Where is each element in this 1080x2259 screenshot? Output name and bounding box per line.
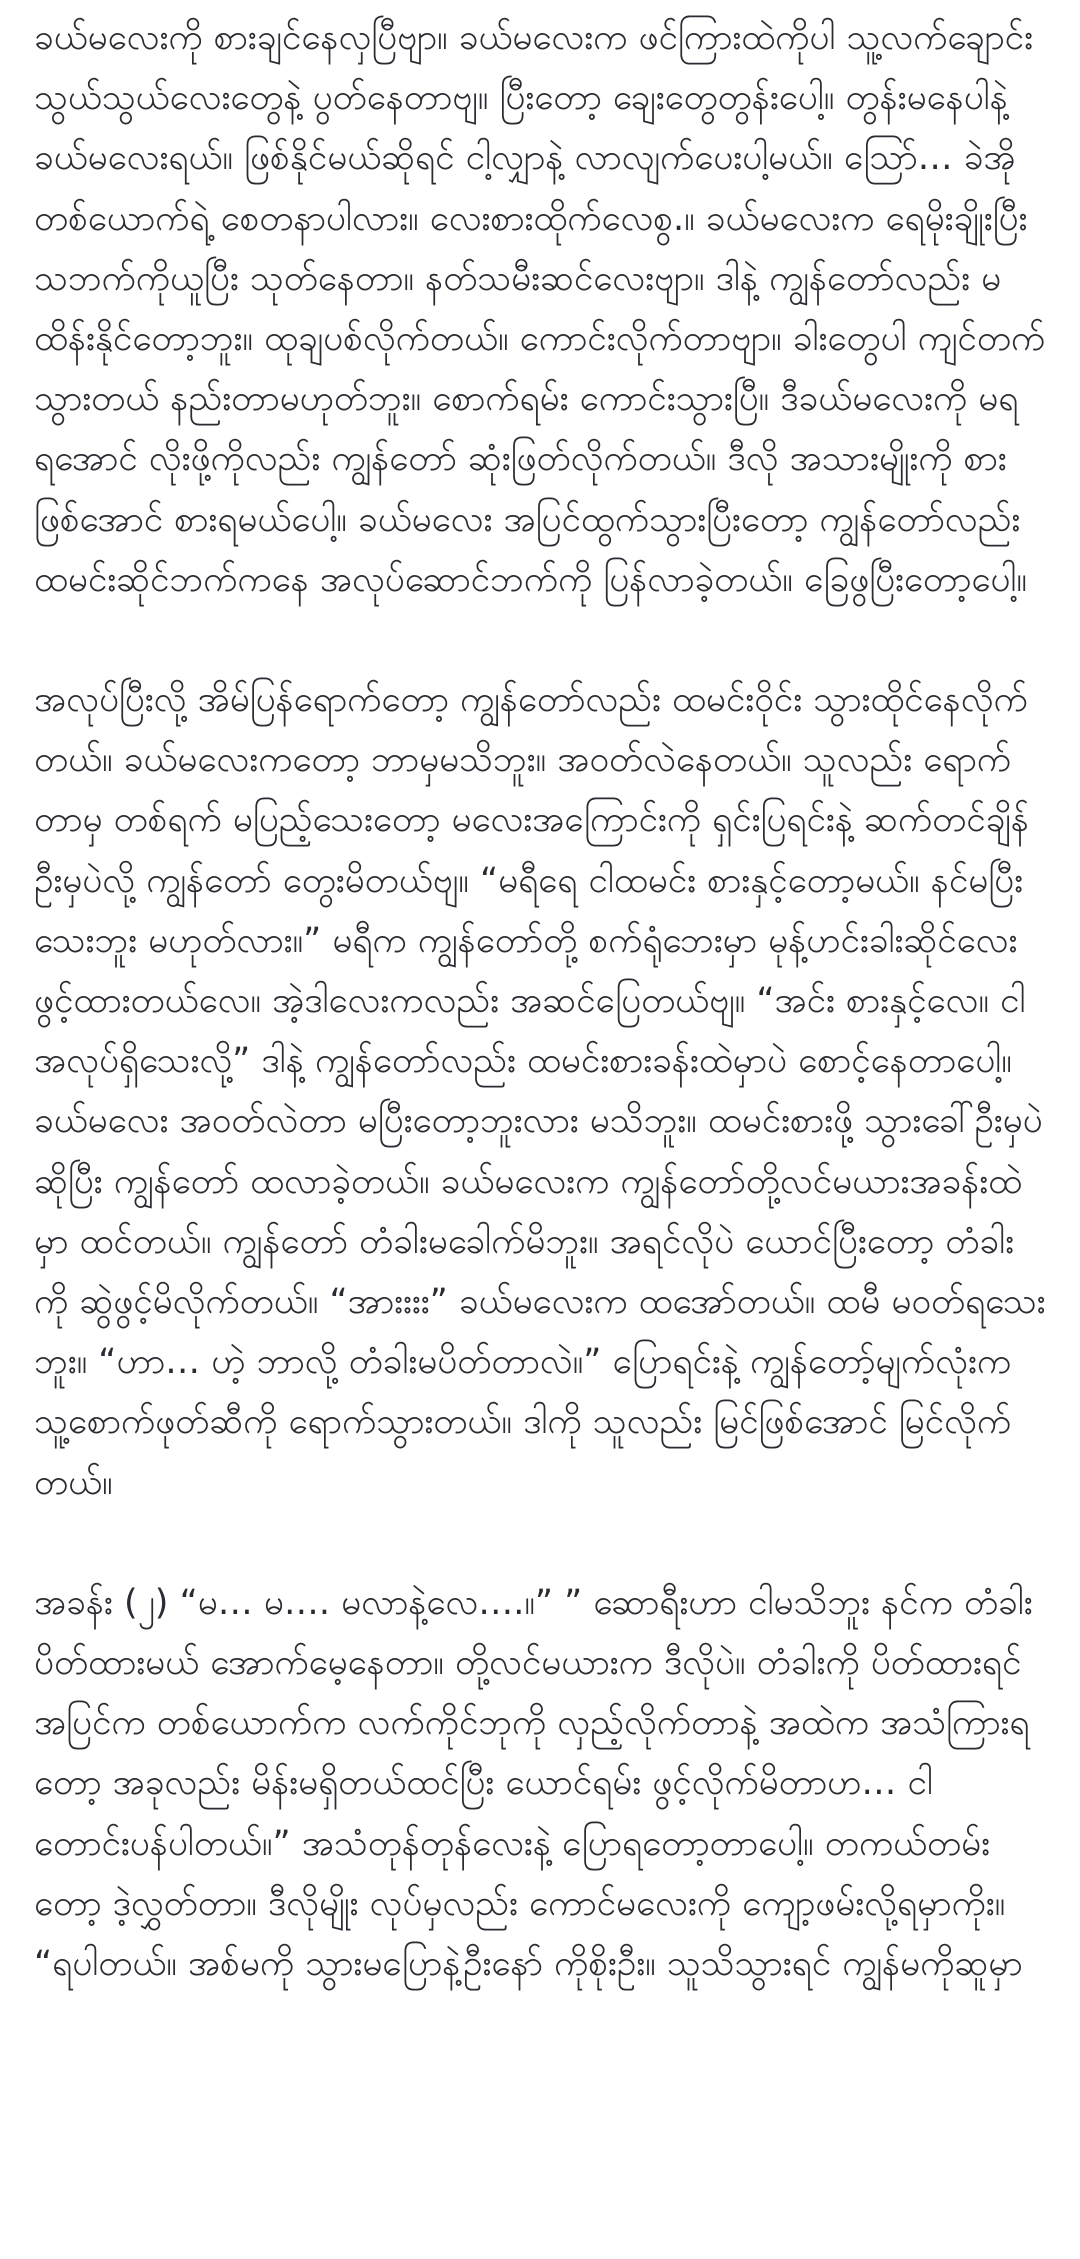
article-paragraph: ခယ်မလေးကို စားချင်နေလှပြီဗျာ။ ခယ်မလေးက ဖင်ကြားထဲကိုပါ သူ့လက်ချောင်း သွယ်သွယ်လေးတွေနဲ့ ပွတ်နေတာဗျ။ ပြီးတော့ ချေးတွေတွန်းပေါ့။ တွန်းမနေပါနဲ့ ခယ်မလေးရယ်။ ဖြစ်နိုင်မယ်ဆိုရင် ငါ့လျှာနဲ့ လာလျက်ပေးပါ့မယ်။ ဩော်… ခဲအိုတစ်ယောက်ရဲ့ စေတနာပါလား။ လေးစားထိုက်လေစွ.။ ခယ်မလေးက ရေမိုးချိုးပြီး သဘက်ကိုယူပြီး သုတ်နေတာ။ နတ်သမီးဆင်လေးဗျာ။ ဒါနဲ့ ကျွန်တော်လည်း မထိန်းနိုင်တော့ဘူး။ ထုချပစ်လိုက်တယ်။ ကောင်းလိုက်တာဗျာ။ ခါးတွေပါ ကျင်တက်သွားတယ် နည်းတာမဟုတ်ဘူး။ စောက်ရမ်း ကောင်းသွားပြီ။ ဒီခယ်မလေးကို မရရအောင် လိုးဖို့ကိုလည်း ကျွန်တော် ဆုံးဖြတ်လိုက်တယ်။ ဒီလို အသားမျိုးကို စားဖြစ်အောင် စားရမယ်ပေါ့။ ခယ်မလေး အပြင်ထွက်သွားပြီးတော့ ကျွန်တော်လည်း ထမင်းဆိုင်ဘက်ကနေ အလုပ်ဆောင်ဘက်ကို ပြန်လာခဲ့တယ်။ ခြေဖွပြီးတော့ပေါ့။ xyxy=(34,18,1046,600)
article-body xyxy=(34,8,1046,1994)
article-paragraph: အလုပ်ပြီးလို့ အိမ်ပြန်ရောက်တော့ ကျွန်တော်လည်း ထမင်းဝိုင်း သွားထိုင်နေလိုက်တယ်။ ခယ်မလေးကတော့ ဘာမှမသိဘူး။ အဝတ်လဲနေတယ်။ သူလည်း ရောက်တာမှ တစ်ရက် မပြည့်သေးတော့ မလေးအကြောင်းကို ရှင်းပြရင်းနဲ့ ဆက်တင်ချိန်ဦးမှပဲလို့ ကျွန်တော် တွေးမိတယ်ဗျ။ “မရီရေ ငါထမင်း စားနှင့်တော့မယ်။ နင်မပြီးသေးဘူး မဟုတ်လား။” မရီက ကျွန်တော်တို့ စက်ရုံဘေးမှာ မုန့်ဟင်းခါးဆိုင်လေး ဖွင့်ထားတယ်လေ။ အဲ့ဒါလေးကလည်း အဆင်ပြေတယ်ဗျ။ “အင်း စားနှင့်လေ။ ငါ အလုပ်ရှိသေးလို့” ဒါနဲ့ ကျွန်တော်လည်း ထမင်းစားခန်းထဲမှာပဲ စောင့်နေတာပေါ့။ ခယ်မလေး အဝတ်လဲတာ မပြီးတော့ဘူးလား မသိဘူး။ ထမင်းစားဖို့ သွားခေါ်ဦးမှပဲဆိုပြီး ကျွန်တော် ထလာခဲ့တယ်။ ခယ်မလေးက ကျွန်တော်တို့လင်မယားအခန်းထဲမှာ ထင်တယ်။ ကျွန်တော် တံခါးမခေါက်မိဘူး။ အရင်လိုပဲ ယောင်ပြီးတော့ တံခါးကို ဆွဲဖွင့်မိလိုက်တယ်။ “အားးးး” ခယ်မလေးက ထအော်တယ်။ ထမီ မဝတ်ရသေးဘူး။ “ဟာ… ဟဲ့ ဘာလို့ တံခါးမပိတ်တာလဲ။” ပြောရင်းနဲ့ ကျွန်တော့်မျက်လုံးက သူ့စောက်ဖုတ်ဆီကို ရောက်သွားတယ်။ ဒါကို သူလည်း မြင်ဖြစ်အောင် မြင်လိုက်တယ်။ xyxy=(34,680,1046,1503)
article-paragraph: အခန်း (၂) “မ… မ…. မလာနဲ့လေ….။” ” ဆောရီးဟာ ငါမသိဘူး နင်က တံခါးပိတ်ထားမယ် အောက်မေ့နေတာ။ တို့လင်မယားက ဒီလိုပဲ။ တံခါးကို ပိတ်ထားရင် အပြင်က တစ်ယောက်က လက်ကိုင်ဘုကို လှည့်လိုက်တာနဲ့ အထဲက အသံကြားရတော့ အခုလည်း မိန်းမရှိတယ်ထင်ပြီး ယောင်ရမ်း ဖွင့်လိုက်မိတာဟ… ငါတောင်းပန်ပါတယ်။” အသံတုန်တုန်လေးနဲ့ ပြောရတော့တာပေါ့။ တကယ်တမ်းတော့ ဒဲ့လွှတ်တာ။ ဒီလိုမျိုး လုပ်မှလည်း ကောင်မလေးကို ကျော့ဖမ်းလို့ရမှာကိုး။ “ရပါတယ်။ အစ်မကို သွားမပြောနဲ့ဦးနော် ကိုစိုးဦး။ သူသိသွားရင် ကျွန်မကိုဆူမှာ xyxy=(34,1582,1033,1985)
